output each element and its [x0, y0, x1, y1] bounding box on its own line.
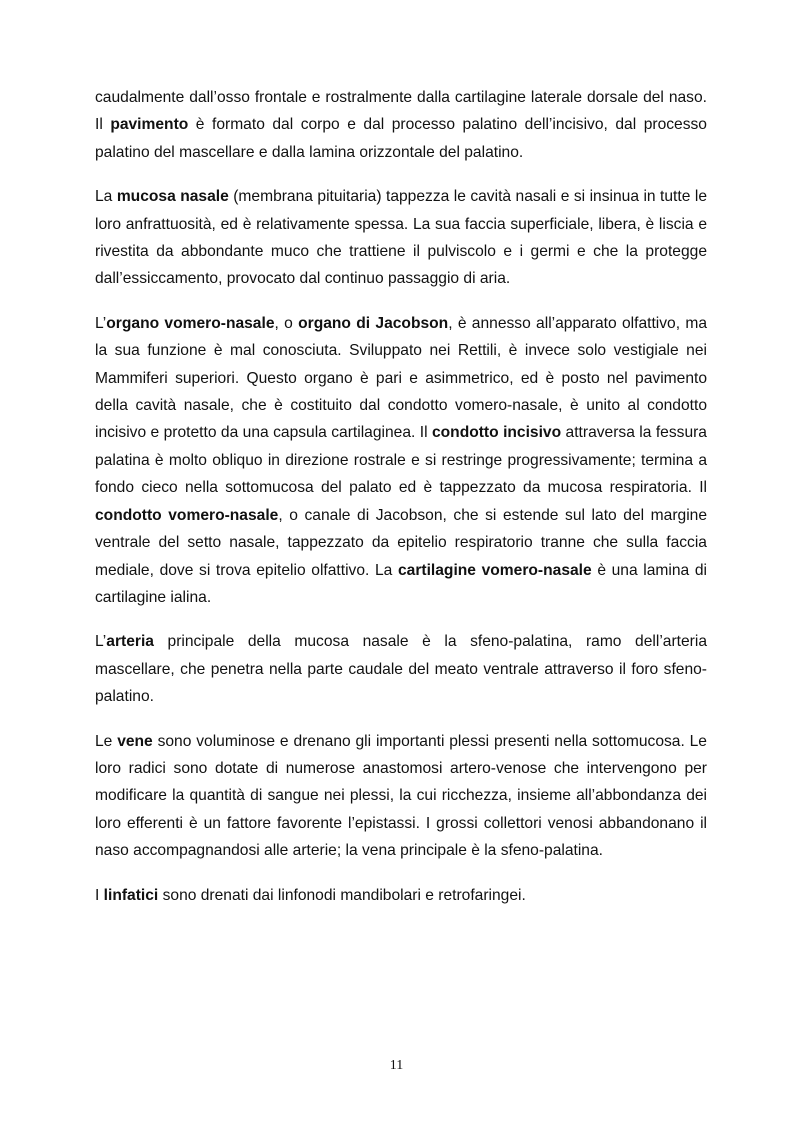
text-segment: (membrana pituitaria) tappezza le cavità nasali e si insinua in tutte le loro anfrattuosità, ed è relativamente spessa. La sua faccia superficiale, libera, è liscia e rivestita da abbondante muco che trattiene il pulviscolo e i germi e che la protegge dall’essiccamento, provocato dal continuo passaggio di aria.: [95, 188, 707, 288]
bold-term-pavimento: pavimento: [110, 116, 189, 134]
paragraph-artery: [95, 628, 707, 710]
paragraph-vomeronasal-organ: [95, 310, 707, 611]
page-number: 11: [389, 1058, 404, 1073]
bold-term-organo-di-jacobson: organo di Jacobson: [298, 314, 449, 332]
text-segment: attraversa la fessura palatina è molto obliquo in direzione rostrale e si restringe progressivamente; termina a fondo cieco nella sottomucosa del palato ed è tappezzato da mucosa respiratoria. Il: [95, 424, 707, 497]
bold-term-condotto-incisivo: condotto incisivo: [431, 424, 562, 442]
text-segment: La: [95, 188, 117, 206]
bold-term-linfatici: linfatici: [103, 886, 159, 904]
bold-term-condotto-vomero-nasale: condotto vomero-nasale: [95, 506, 279, 524]
text-segment: Le: [95, 732, 118, 750]
text-segment: principale della mucosa nasale è la sfeno-palatina, ramo dell’arteria mascellare, che penetra nella parte caudale del meato ventrale attraverso il foro sfeno-palatino.: [95, 633, 707, 706]
text-segment: è formato dal corpo e dal processo palatino dell’incisivo, dal processo palatino del mascellare e dalla lamina orizzontale del palatino.: [95, 116, 707, 161]
text-segment: , è annesso all’apparato olfattivo, ma la sua funzione è mal conosciuta. Sviluppato nei Rettili, è invece solo vestigiale nei Mammiferi superiori. Questo organo è pari e asimmetrico, ed è posto nel pavimento della cavità nasale, che è costituito dal condotto vomero-nasale, è unito al condotto incisivo e protetto da una capsula cartilaginea. Il: [95, 314, 708, 442]
text-segment: , o canale di Jacobson, che si estende sul lato del margine ventrale del setto nasale, tappezzato da epitelio respiratorio tranne che sulla faccia mediale, dove si trova epitelio olfattivo. La: [95, 506, 708, 579]
text-segment: è una lamina di cartilagine ialina.: [95, 561, 707, 606]
paragraph-nasal-mucosa: [95, 183, 707, 293]
text-segment: sono voluminose e drenano gli importanti plessi presenti nella sottomucosa. Le loro radici sono dotate di numerose anastomosi artero-venose che intervengono per modificare la quantità di sangue nei plessi, la cui ricchezza, insieme all’abbondanza dei loro efferenti è un fattore favorente l’epistassi. I grossi collettori venosi abbandonano il naso accompagnandosi alle arterie; la vena principale è la sfeno-palatina.: [95, 732, 707, 860]
text-segment: caudalmente dall’osso frontale e rostralmente dalla cartilagine laterale dorsale del naso. Il: [95, 89, 707, 134]
text-segment: I: [95, 886, 104, 904]
bold-term-cartilagine-vomero-nasale: cartilagine vomero-nasale: [397, 561, 592, 579]
paragraph-veins: [95, 728, 707, 865]
bold-term-vene: vene: [117, 732, 153, 750]
text-segment: , o: [274, 314, 299, 332]
bold-term-organo-vomero-nasale: organo vomero-nasale: [106, 314, 275, 332]
text-segment: sono drenati dai linfonodi mandibolari e retrofaringei.: [158, 886, 526, 904]
text-segment: L’: [95, 633, 107, 651]
bold-term-arteria: arteria: [106, 633, 154, 651]
text-segment: L’: [95, 314, 107, 332]
paragraph-skull-bones: [95, 84, 707, 166]
paragraph-lymphatics: [95, 882, 707, 909]
page-body: [95, 84, 707, 926]
bold-term-mucosa-nasale: mucosa nasale: [116, 188, 229, 206]
